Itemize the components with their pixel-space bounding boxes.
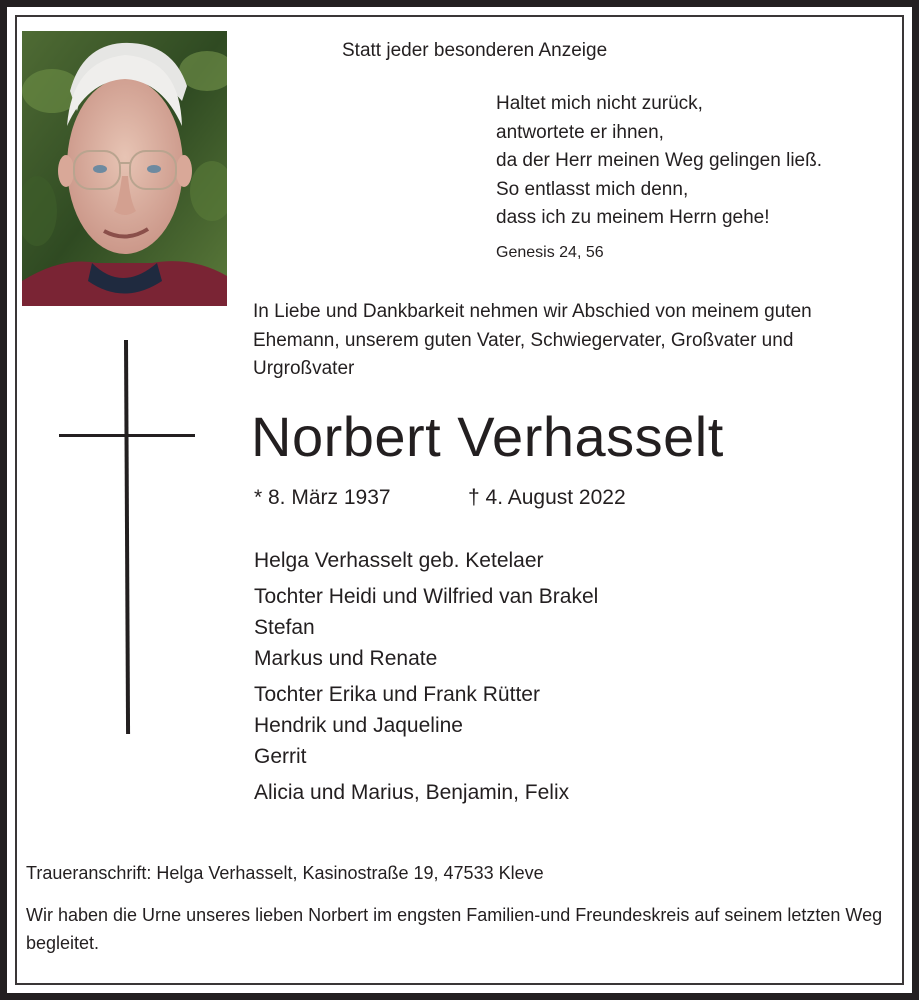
portrait-image [22,31,227,306]
verse-line: antwortete er ihnen, [496,121,664,143]
verse-line: da der Herr meinen Weg gelingen ließ. [496,150,822,171]
mourning-address: Traueranschrift: Helga Verhasselt, Kasinostraße 19, 47533 Kleve [26,863,544,883]
death-date [468,486,626,510]
birth-date: * 8. März 1937 [254,486,391,509]
dagger-icon: † [468,486,480,509]
death-date-text: 4. August 2022 [485,486,626,509]
cross-icon-horizontal [59,434,195,437]
verse-line: dass ich zu meinem Herrn gehe! [496,207,770,228]
family-group [254,777,598,808]
family-group [254,679,598,772]
verse-line: Haltet mich nicht zurück, [496,93,703,114]
family-line: Alicia und Marius, Benjamin, Felix [254,781,570,804]
family-group [254,545,598,576]
deceased-name: Norbert Verhasselt [251,405,724,468]
family-line: Stefan [254,616,315,639]
family-line: Markus und Renate [254,647,438,670]
portrait-photo [22,31,227,306]
family-line: Hendrik und Jaqueline [254,714,463,737]
bible-verse [496,90,822,233]
closing-note: Wir haben die Urne unseres lieben Norbert im engsten Familien-und Freundeskreis auf seinem letzten Weg begleitet. [26,905,883,953]
verse-line: So entlasst mich denn, [496,178,689,200]
family-line: Gerrit [254,745,307,768]
verse-reference: Genesis 24, 56 [496,244,604,261]
header-note: Statt jeder besonderen Anzeige [342,40,608,61]
family-list [254,545,598,813]
intro-text: In Liebe und Dankbarkeit nehmen wir Abschied von meinem guten Ehemann, unserem guten Vater, Schwiegervater, Großvater und Urgroßvater [253,301,812,379]
family-line: Helga Verhasselt geb. Ketelaer [254,549,544,572]
family-line: Tochter Heidi und Wilfried van Brakel [254,585,599,608]
family-group [254,581,598,674]
family-line: Tochter Erika und Frank Rütter [254,683,540,706]
